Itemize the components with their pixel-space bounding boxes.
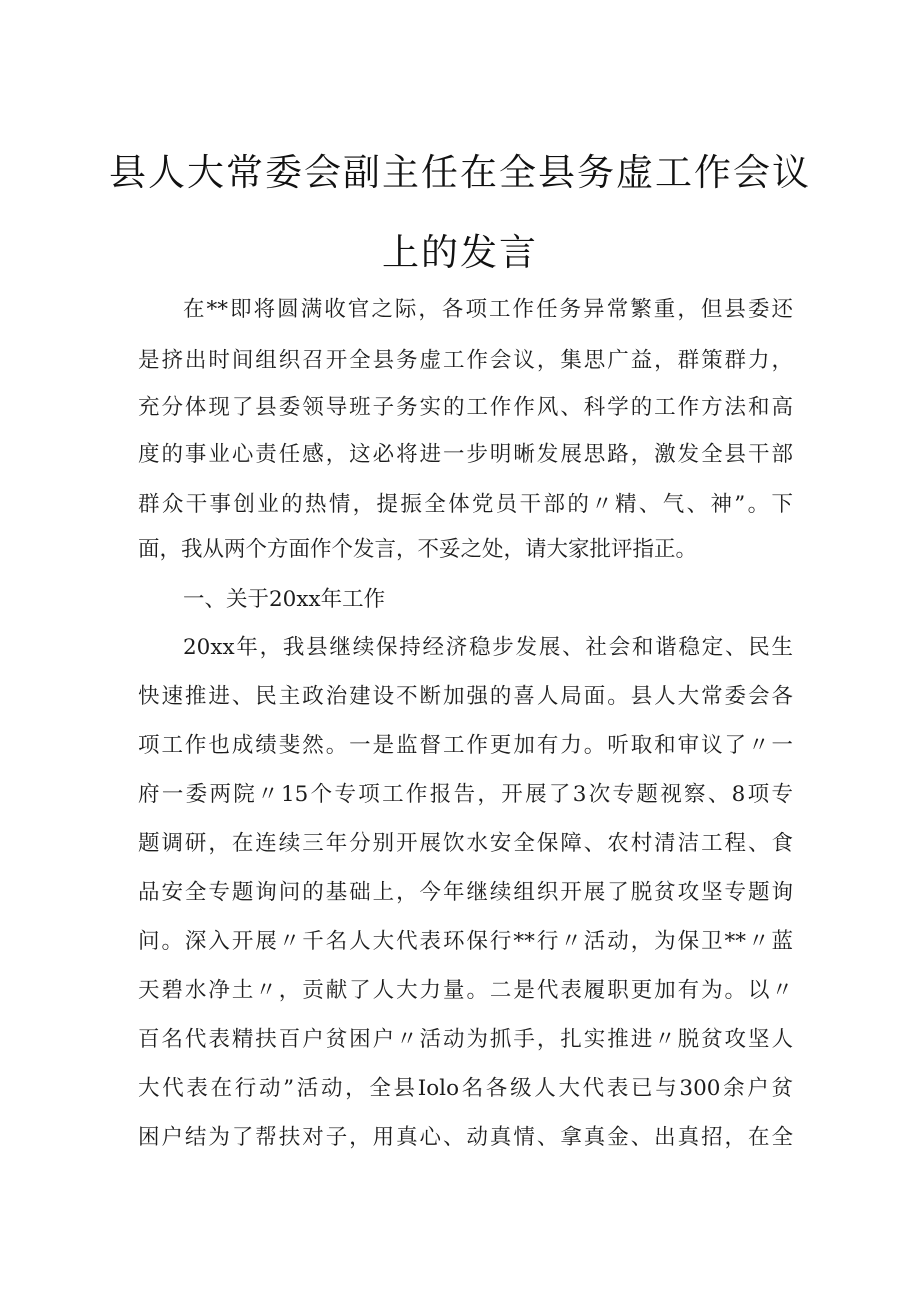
paragraph-line: 困户结为了帮扶对子，用真心、动真情、拿真金、出真招，在全 [138, 1125, 793, 1150]
section-heading: 一、关于20xx年工作 [183, 587, 386, 612]
paragraph-line: 在**即将圆满收官之际，各项工作任务异常繁重，但县委还 [183, 297, 793, 322]
paragraph-line: 品安全专题询问的基础上，今年继续组织开展了脱贫攻坚专题询 [138, 880, 793, 905]
paragraph-line: 天碧水净土〃，贡献了人大力量。二是代表履职更加有为。以〃 [138, 978, 793, 1003]
paragraph-line: 充分体现了县委领导班子务实的工作作风、科学的工作方法和高 [138, 395, 793, 420]
paragraph-line: 大代表在行动”活动，全县Iolo名各级人大代表已与300余户贫 [138, 1076, 793, 1101]
paragraph-line: 府一委两院〃15个专项工作报告，开展了3次专题视察、8项专 [138, 782, 793, 807]
paragraph-line: 度的事业心责任感，这必将进一步明晰发展思路，激发全县干部 [138, 442, 793, 467]
document-title-line-2: 上的发言 [382, 231, 538, 274]
paragraph-line: 群众干事创业的热情，提振全体党员干部的〃精、气、神”。下 [138, 492, 793, 517]
paragraph-line: 面，我从两个方面作个发言，不妥之处，请大家批评指正。 [138, 537, 698, 562]
paragraph-line: 百名代表精扶百户贫困户〃活动为抓手，扎实推进〃脱贫攻坚人 [138, 1027, 793, 1052]
document-title-line-1: 县人大常委会副主任在全县务虚工作会议 [109, 151, 811, 194]
paragraph-line: 是挤出时间组织召开全县务虚工作会议，集思广益，群策群力， [138, 348, 793, 373]
paragraph-line: 快速推进、民主政治建设不断加强的喜人局面。县人大常委会各 [138, 684, 793, 709]
paragraph-line: 项工作也成绩斐然。一是监督工作更加有力。听取和审议了〃一 [138, 733, 793, 758]
paragraph-line: 20xx年，我县继续保持经济稳步发展、社会和谐稳定、民生 [183, 635, 793, 660]
paragraph-line: 题调研，在连续三年分别开展饮水安全保障、农村清洁工程、食 [138, 831, 793, 856]
paragraph-line: 问。深入开展〃千名人大代表环保行**行〃活动，为保卫**〃蓝 [138, 929, 793, 954]
